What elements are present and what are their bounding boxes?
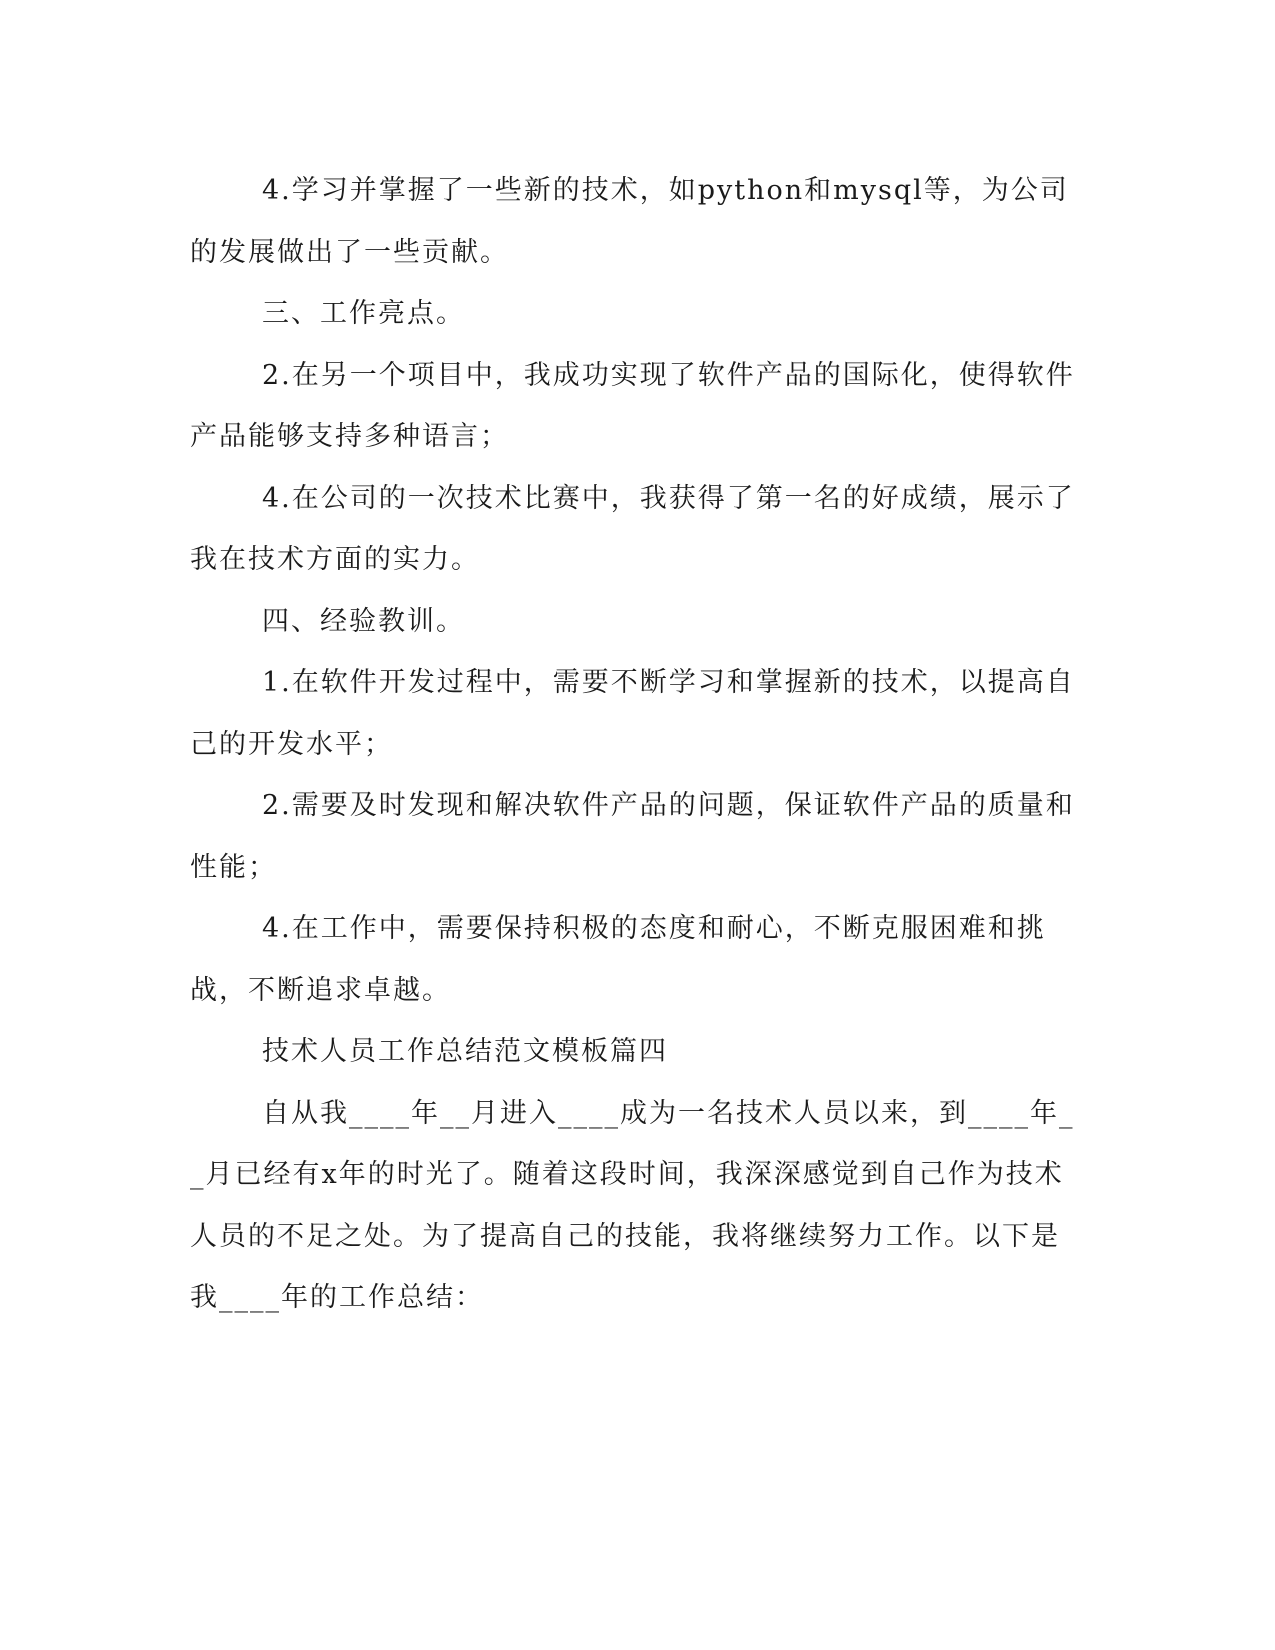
document-body <box>190 160 1080 1329</box>
heading-lessons-learned: 四、经验教训。 <box>262 605 465 637</box>
paragraph-keep-learning: 1.在软件开发过程中，需要不断学习和掌握新的技术，以提高自己的开发水平； <box>190 667 1075 760</box>
paragraph-fix-problems: 2.需要及时发现和解决软件产品的问题，保证软件产品的质量和性能； <box>190 790 1075 883</box>
paragraph-learned-new-tech: 4.学习并掌握了一些新的技术，如python和mysql等，为公司的发展做出了一些贡献。 <box>190 175 1069 268</box>
paragraph-introduction: 自从我____年__月进入____成为一名技术人员以来，到____年__月已经有x年的时光了。随着这段时间，我深深感觉到自己作为技术人员的不足之处。为了提高自己的技能，我将继续努力工作。以下是我____年的工作总结： <box>190 1097 1075 1313</box>
section-title-part-four: 技术人员工作总结范文模板篇四 <box>262 1036 668 1067</box>
paragraph-positive-attitude: 4.在工作中，需要保持积极的态度和耐心，不断克服困难和挑战，不断追求卓越。 <box>190 913 1046 1006</box>
paragraph-tech-competition: 4.在公司的一次技术比赛中，我获得了第一名的好成绩，展示了我在技术方面的实力。 <box>190 482 1075 575</box>
paragraph-internationalization: 2.在另一个项目中，我成功实现了软件产品的国际化，使得软件产品能够支持多种语言； <box>190 359 1075 452</box>
heading-work-highlights: 三、工作亮点。 <box>262 298 465 329</box>
